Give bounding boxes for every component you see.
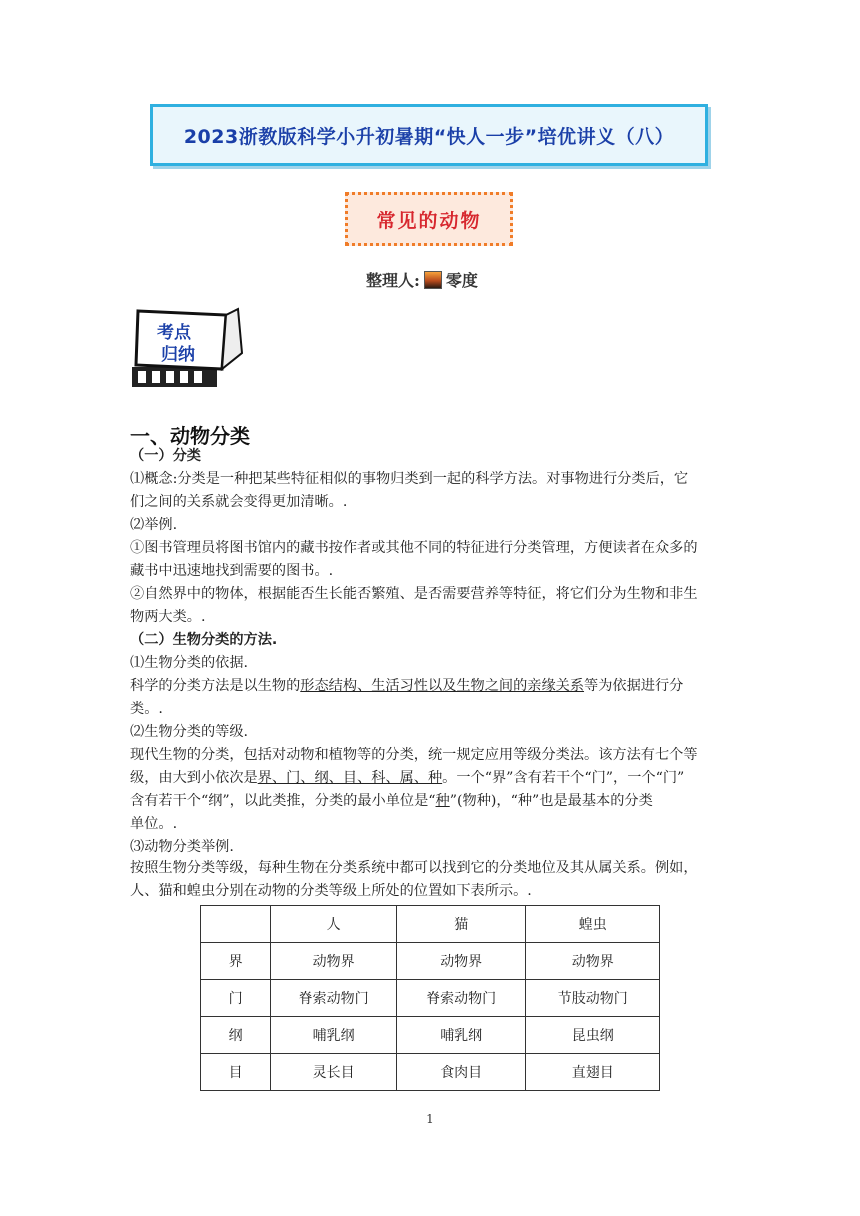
key-points-badge-icon [130,305,245,390]
species-underlined: 种 [435,793,450,809]
table-cell: 哺乳纲 [271,1017,397,1054]
organizer-name: 零度 [445,271,478,290]
text-line: ⑵举例. [130,517,178,533]
table-cell: 哺乳纲 [396,1017,526,1054]
title-box [150,104,708,166]
text-line: 按照生物分类等级，每种生物在分类系统中都可以找到它的分类地位及其从属关系。例如， [130,860,698,876]
table-cell: 昆虫纲 [526,1017,660,1054]
table-row [201,943,660,980]
table-cell: 节肢动物门 [526,980,660,1017]
taxonomy-table [200,905,660,1091]
badge-line2: 归纳 [161,345,195,365]
section-heading: 一、动物分类 [130,424,250,448]
page-title: 2023浙教版科学小升初暑期“快人一步”培优讲义（八） [183,125,675,148]
species-post: ”(物种)，“种”也是最基本的分类 [449,793,653,809]
levels-pre: 级，由大到小依次是 [130,770,258,786]
text-line: ⑵生物分类的等级. [130,724,249,740]
species-line [130,790,735,813]
text-line: 藏书中迅速地找到需要的图书。. [130,563,334,579]
text-line: ①图书管理员将图书馆内的藏书按作者或其他不同的特征进行分类管理，方便读者在众多的 [130,540,698,556]
table-cell: 界 [201,943,271,980]
levels-post: 。一个“界”含有若干个“门”，一个“门” [442,770,685,786]
text-line: ⑴概念:分类是一种把某些特征相似的事物归类到一起的科学方法。对事物进行分类后，它 [130,471,689,487]
text-line: ⑶动物分类举例. [130,839,234,855]
basis-pre: 科学的分类方法是以生物的 [130,678,301,694]
table-cell: 人 [271,906,397,943]
subheading-method: （二）生物分类的方法. [130,632,278,648]
sunset-avatar-icon [424,271,442,289]
table-cell: 直翅目 [526,1054,660,1091]
table-row [201,1054,660,1091]
table-cell: 灵长目 [271,1054,397,1091]
basis-line [130,675,735,698]
text-line: 类。. [130,701,163,717]
text-line: ⑴生物分类的依据. [130,655,249,671]
levels-line [130,767,735,790]
table-cell: 猫 [396,906,526,943]
table-cell: 门 [201,980,271,1017]
table-cell: 蝗虫 [526,906,660,943]
table-cell: 食肉目 [396,1054,526,1091]
text-line: 们之间的关系就会变得更加清晰。. [130,494,348,510]
page-number: 1 [426,1112,434,1126]
table-cell [201,906,271,943]
organizer [366,268,478,291]
page-subtitle: 常见的动物 [376,209,482,232]
subheading-classification: （一）分类 [130,448,201,464]
table-cell: 动物界 [271,943,397,980]
table-cell: 脊索动物门 [271,980,397,1017]
text-line: 单位。. [130,816,178,832]
organizer-label: 整理人: [366,271,420,290]
table-row [201,980,660,1017]
text-line: 人、猫和蝗虫分别在动物的分类等级上所处的位置如下表所示。. [130,883,532,899]
species-pre: 含有若干个“纲”，以此类推，分类的最小单位是“ [130,793,436,809]
basis-underlined: 形态结构、生活习性以及生物之间的亲缘关系 [300,678,585,694]
text-line: ②自然界中的物体，根据能否生长能否繁殖、是否需要营养等特征，将它们分为生物和非生 [130,586,698,602]
levels-underlined: 界、门、纲、目、科、属、种 [257,770,443,786]
table-cell: 动物界 [526,943,660,980]
table-row [201,1017,660,1054]
table-cell: 脊索动物门 [396,980,526,1017]
text-line: 物两大类。. [130,609,206,625]
badge-line1: 考点 [157,323,191,343]
basis-post: 等为依据进行分 [584,678,684,694]
table-header-row [201,906,660,943]
table-cell: 目 [201,1054,271,1091]
table-cell: 动物界 [396,943,526,980]
table-cell: 纲 [201,1017,271,1054]
text-line: 现代生物的分类，包括对动物和植物等的分类，统一规定应用等级分类法。该方法有七个等 [130,747,698,763]
subtitle-box [345,192,513,246]
